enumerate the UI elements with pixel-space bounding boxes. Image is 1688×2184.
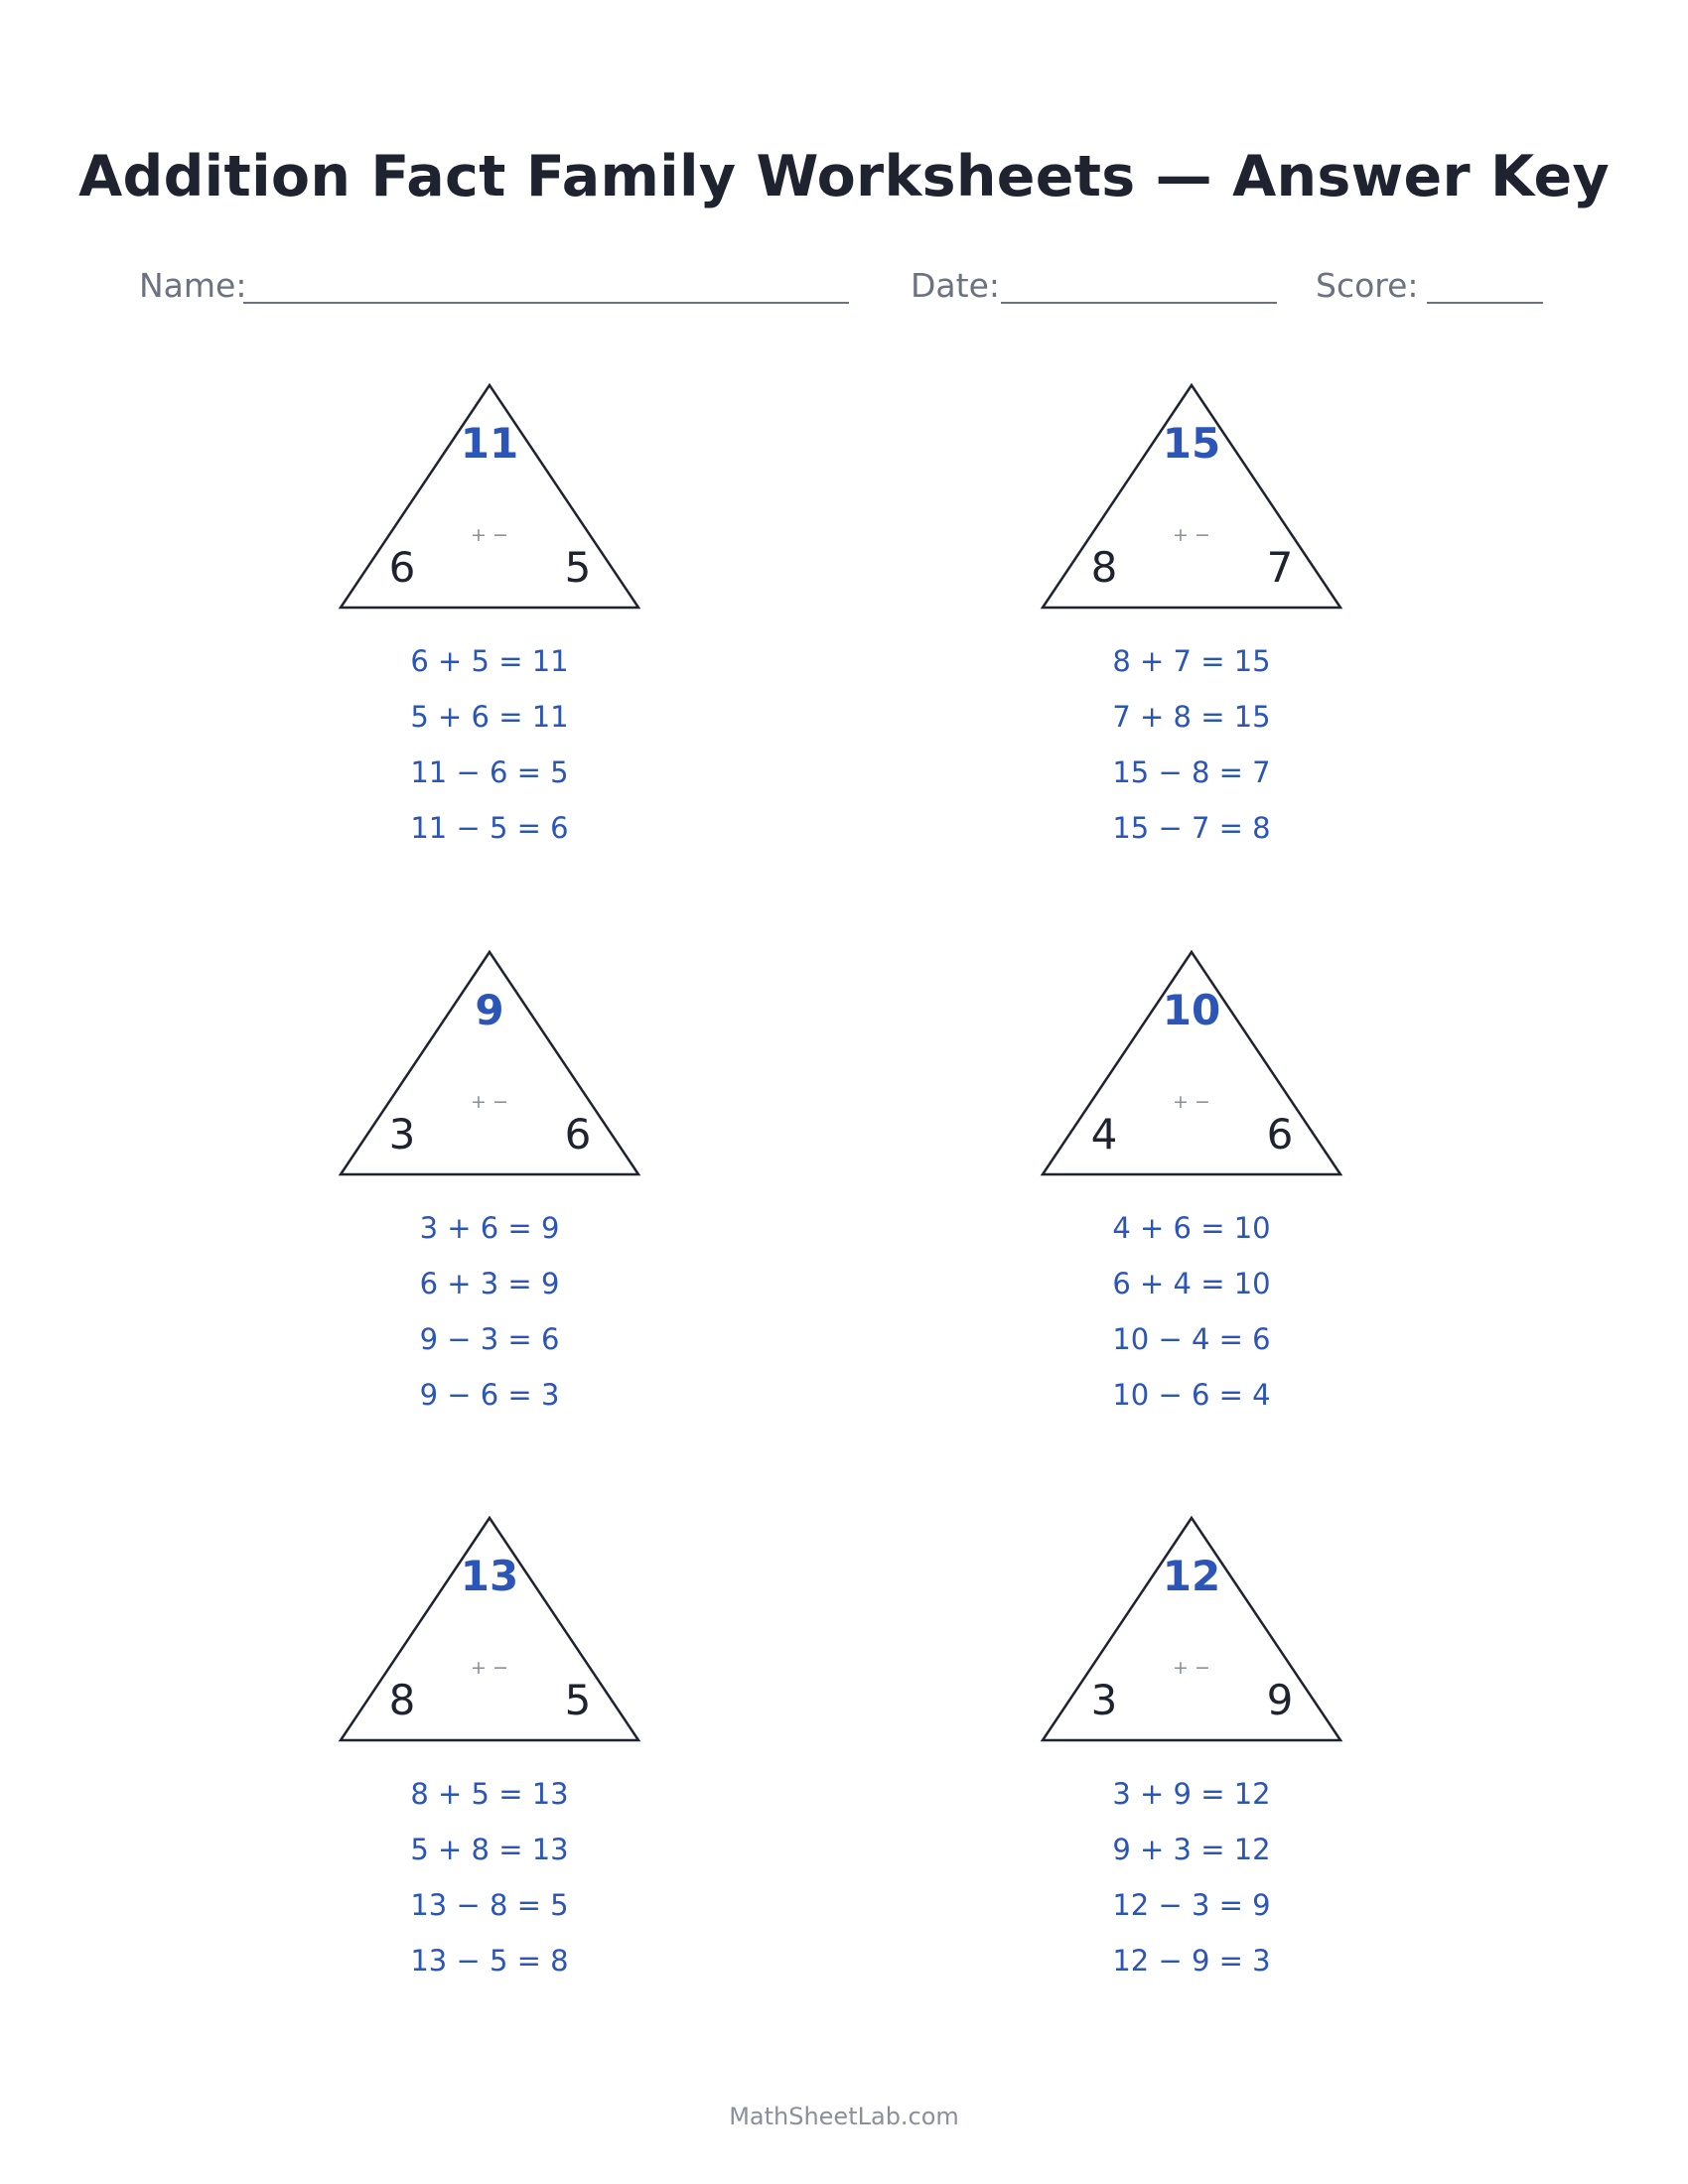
operation-symbols: + − bbox=[1173, 524, 1210, 546]
fact-family-5 bbox=[192, 1512, 787, 2068]
equation-list bbox=[192, 1200, 787, 1423]
addend-right: 6 bbox=[564, 1110, 592, 1159]
addend-right: 5 bbox=[564, 543, 592, 592]
operation-symbols: + − bbox=[1173, 1091, 1210, 1113]
equation: 6 + 3 = 9 bbox=[419, 1267, 560, 1300]
equation: 3 + 9 = 12 bbox=[1112, 1777, 1271, 1811]
addend-left: 8 bbox=[1090, 543, 1118, 592]
operation-symbols: + − bbox=[471, 524, 508, 546]
addend-left: 4 bbox=[1090, 1110, 1118, 1159]
equation: 15 − 8 = 7 bbox=[1112, 755, 1271, 789]
name-label: Name: bbox=[139, 266, 247, 305]
equation: 9 + 3 = 12 bbox=[1112, 1833, 1271, 1866]
addend-right: 6 bbox=[1266, 1110, 1294, 1159]
sum-number: 15 bbox=[1162, 419, 1221, 468]
addend-left: 6 bbox=[388, 543, 416, 592]
sum-number: 10 bbox=[1162, 986, 1221, 1034]
fact-family-1 bbox=[192, 379, 787, 935]
fact-family-6 bbox=[894, 1512, 1489, 2068]
equation: 10 − 4 = 6 bbox=[1112, 1322, 1271, 1356]
operation-symbols: + − bbox=[471, 1657, 508, 1679]
equation: 6 + 5 = 11 bbox=[410, 644, 569, 678]
addend-left: 3 bbox=[388, 1110, 416, 1159]
equation: 8 + 5 = 13 bbox=[410, 1777, 569, 1811]
date-field[interactable] bbox=[1001, 302, 1277, 304]
sum-number: 12 bbox=[1162, 1552, 1221, 1600]
equation: 15 − 7 = 8 bbox=[1112, 811, 1271, 845]
fact-family-4 bbox=[894, 946, 1489, 1502]
equation: 12 − 3 = 9 bbox=[1112, 1888, 1271, 1922]
date-label: Date: bbox=[911, 266, 1000, 305]
equation: 10 − 6 = 4 bbox=[1112, 1378, 1271, 1412]
operation-symbols: + − bbox=[471, 1091, 508, 1113]
operation-symbols: + − bbox=[1173, 1657, 1210, 1679]
fact-triangle bbox=[894, 1512, 1489, 1750]
equation: 9 − 6 = 3 bbox=[419, 1378, 560, 1412]
equation: 6 + 4 = 10 bbox=[1112, 1267, 1271, 1300]
equation-list bbox=[894, 633, 1489, 856]
fact-family-3 bbox=[192, 946, 787, 1502]
score-label: Score: bbox=[1316, 266, 1419, 305]
fact-triangle bbox=[192, 946, 787, 1184]
score-field[interactable] bbox=[1427, 302, 1543, 304]
sum-number: 13 bbox=[460, 1552, 519, 1600]
name-field[interactable] bbox=[243, 302, 849, 304]
equation: 5 + 8 = 13 bbox=[410, 1833, 569, 1866]
equation: 7 + 8 = 15 bbox=[1112, 700, 1271, 734]
equation: 9 − 3 = 6 bbox=[419, 1322, 560, 1356]
equation: 13 − 8 = 5 bbox=[410, 1888, 569, 1922]
equation: 11 − 6 = 5 bbox=[410, 755, 569, 789]
equation-list bbox=[894, 1200, 1489, 1423]
equation: 11 − 5 = 6 bbox=[410, 811, 569, 845]
fact-triangle bbox=[192, 379, 787, 617]
footer-credit: MathSheetLab.com bbox=[729, 2103, 959, 2130]
addend-right: 9 bbox=[1266, 1676, 1294, 1724]
equation: 12 − 9 = 3 bbox=[1112, 1944, 1271, 1978]
fact-triangle bbox=[894, 379, 1489, 617]
equation: 8 + 7 = 15 bbox=[1112, 644, 1271, 678]
addend-right: 7 bbox=[1266, 543, 1294, 592]
equation: 4 + 6 = 10 bbox=[1112, 1211, 1271, 1245]
addend-right: 5 bbox=[564, 1676, 592, 1724]
fact-triangle bbox=[192, 1512, 787, 1750]
sum-number: 9 bbox=[475, 986, 504, 1034]
equation: 13 − 5 = 8 bbox=[410, 1944, 569, 1978]
page-title: Addition Fact Family Worksheets — Answer Key bbox=[78, 144, 1610, 209]
equation-list bbox=[894, 1766, 1489, 1988]
equation-list bbox=[192, 633, 787, 856]
fact-triangle bbox=[894, 946, 1489, 1184]
equation-list bbox=[192, 1766, 787, 1988]
sum-number: 11 bbox=[460, 419, 519, 468]
equation: 5 + 6 = 11 bbox=[410, 700, 569, 734]
equation: 3 + 6 = 9 bbox=[419, 1211, 560, 1245]
fact-family-2 bbox=[894, 379, 1489, 935]
addend-left: 8 bbox=[388, 1676, 416, 1724]
addend-left: 3 bbox=[1090, 1676, 1118, 1724]
